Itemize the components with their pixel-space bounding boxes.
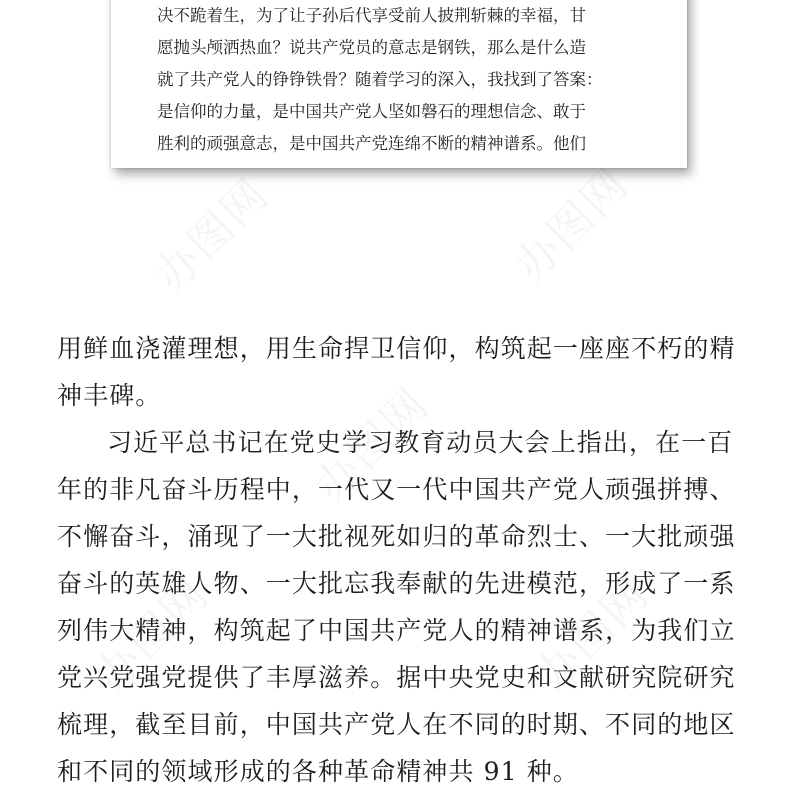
body-line: 列伟大精神，构筑起了中国共产党人的精神谱系，为我们立 <box>57 616 736 645</box>
card-line: 胜利的顽强意志，是中国共产党连绵不断的精神谱系。他们 <box>157 134 586 153</box>
body-paragraph-start: 习近平总书记在党史学习教育动员大会上指出，在一百 <box>107 428 734 457</box>
body-line: 神丰碑。 <box>57 381 162 410</box>
card-line: 是信仰的力量，是中国共产党人坚如磐石的理想信念、敢于 <box>157 102 586 121</box>
body-line: 不懈奋斗，涌现了一大批视死如归的革命烈士、一大批顽强 <box>57 522 736 551</box>
body-line: 党兴党强党提供了丰厚滋养。据中央党史和文献研究院研究 <box>57 663 736 692</box>
quote-card <box>111 0 687 168</box>
card-line: 愿抛头颅洒热血？说共产党员的意志是钢铁，那么是什么造 <box>157 38 586 57</box>
card-line: 就了共产党人的铮铮铁骨？随着学习的深入，我找到了答案： <box>157 70 603 89</box>
body-line: 年的非凡奋斗历程中，一代又一代中国共产党人顽强拼搏、 <box>57 475 736 504</box>
body-line: 用鲜血浇灌理想，用生命捍卫信仰，构筑起一座座不朽的精 <box>57 334 736 363</box>
watermark <box>138 161 281 304</box>
body-line: 和不同的领域形成的各种革命精神共 91 种。 <box>57 757 579 786</box>
card-line: 决不跪着生，为了让子孙后代享受前人披荆斩棘的幸福，甘 <box>157 6 586 25</box>
body-line: 奋斗的英雄人物、一大批忘我奉献的先进模范，形成了一系 <box>57 569 736 598</box>
body-line: 梳理，截至目前，中国共产党人在不同的时期、不同的地区 <box>57 710 736 739</box>
watermark <box>498 151 641 294</box>
